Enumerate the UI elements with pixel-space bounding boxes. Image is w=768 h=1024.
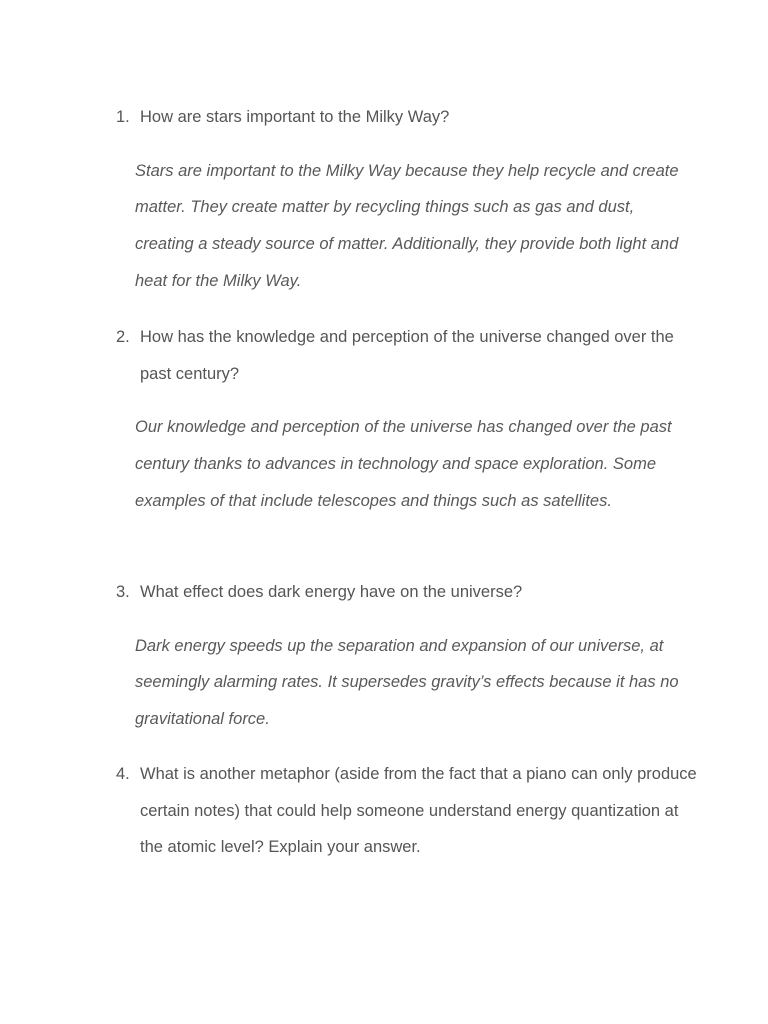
question-text: How are stars important to the Milky Way? [140, 108, 450, 126]
question-block [0, 319, 768, 519]
question-number: 1. [116, 108, 130, 126]
question-block [0, 99, 768, 300]
question-number: 2. [116, 328, 130, 346]
question [0, 99, 700, 136]
question-text: What is another metaphor (aside from the fact that a piano can only produce certain notes) that could help someone understand energy quantization at the atomic level? Explain your answer. [140, 765, 697, 856]
question-block [0, 756, 768, 866]
question [0, 319, 700, 392]
question-number: 3. [116, 583, 130, 601]
answer-text: Our knowledge and perception of the universe has changed over the past century thanks to advances in technology and space exploration. Some examples of that include telescopes and things such as satellites. [135, 418, 672, 510]
answer-text: Stars are important to the Milky Way because they help recycle and create matter. They create matter by recycling things such as gas and dust, creating a steady source of matter. Additionally, they provide both light and heat for the Milky Way. [135, 161, 679, 290]
answer-text: Dark energy speeds up the separation and expansion of our universe, at seemingly alarming rates. It supersedes gravity’s effects because it has no gravitational force. [135, 636, 679, 729]
question-text: How has the knowledge and perception of the universe changed over the past century? [140, 328, 674, 383]
question [0, 756, 700, 866]
question-number: 4. [116, 765, 130, 783]
question-block [0, 574, 768, 738]
question [0, 574, 700, 611]
question-text: What effect does dark energy have on the universe? [140, 583, 523, 601]
